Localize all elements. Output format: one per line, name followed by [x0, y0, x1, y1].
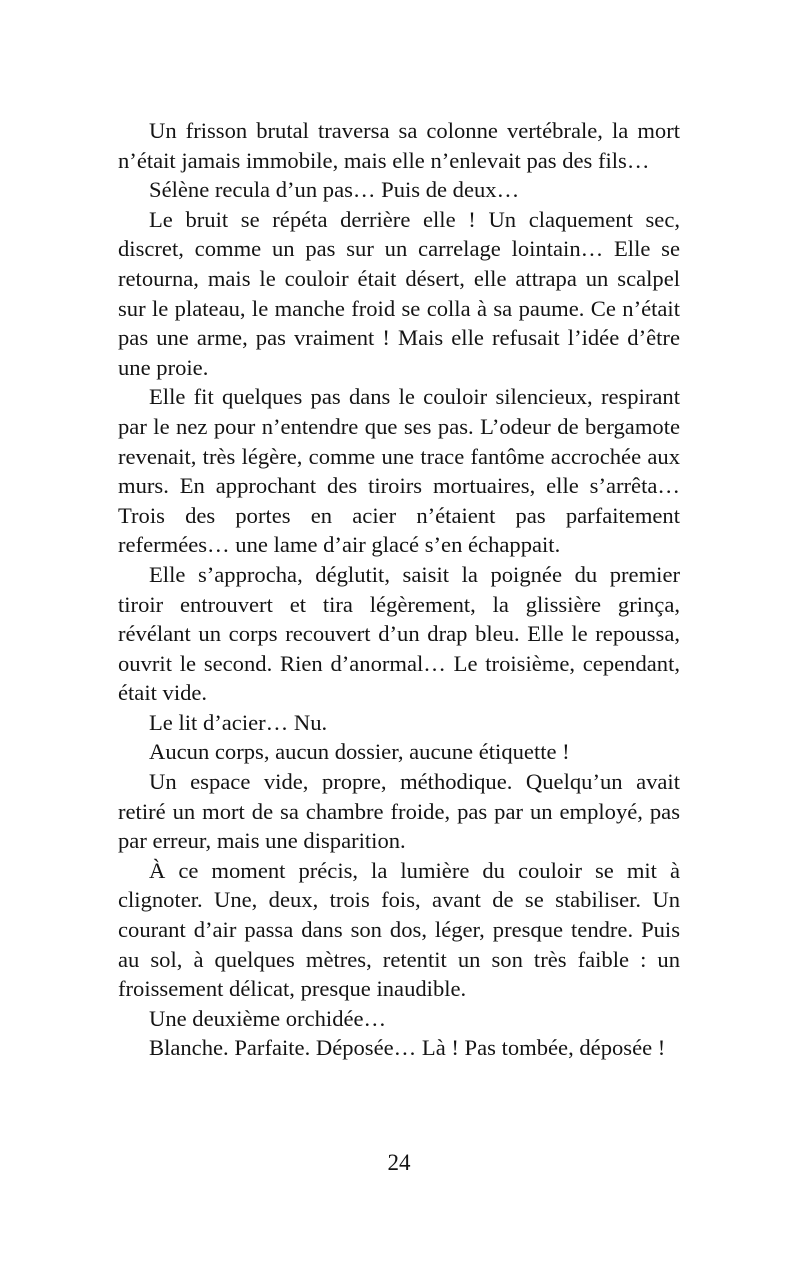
paragraph: Un espace vide, propre, méthodique. Quelqu’un avait retiré un mort de sa chambre froide, pas par un employé, pas par erreur, mais une disparition.: [118, 769, 680, 854]
paragraph: Le bruit se répéta derrière elle ! Un claquement sec, discret, comme un pas sur un carrelage lointain… Elle se retourna, mais le couloir était désert, elle attrapa un scalpel sur le plateau, le manche froid se colla à sa paume. Ce n’était pas une arme, pas vraiment ! Mais elle refusait l’idée d’être une proie.: [118, 206, 680, 380]
paragraph: Le lit d’acier… Nu.: [149, 709, 328, 735]
paragraph: Sélène recula d’un pas… Puis de deux…: [149, 177, 520, 203]
paragraph: Une deuxième orchidée…: [149, 1005, 387, 1031]
body-text: [118, 116, 680, 1063]
paragraph: Elle s’approcha, déglutit, saisit la poignée du premier tiroir entrouvert et tira légèrement, la glissière grinça, révélant un corps recouvert d’un drap bleu. Elle le repoussa, ouvrit le second. Rien d’anormal… Le troisième, cependant, était vide.: [118, 561, 680, 706]
paragraph: Blanche. Parfaite. Déposée… Là ! Pas tombée, déposée !: [149, 1035, 666, 1061]
page-number: 24: [387, 1150, 411, 1175]
paragraph: Aucun corps, aucun dossier, aucune étiquette !: [149, 739, 570, 765]
paragraph: Un frisson brutal traversa sa colonne vertébrale, la mort n’était jamais immobile, mais elle n’enlevait pas des fils…: [118, 118, 680, 173]
paragraph: Elle fit quelques pas dans le couloir silencieux, respirant par le nez pour n’entendre que ses pas. L’odeur de bergamote revenait, très légère, comme une trace fantôme accrochée aux murs. En approchant des tiroirs mortuaires, elle s’arrêta… Trois des portes en acier n’étaient pas parfaitement refermées… une lame d’air glacé s’en échappait.: [118, 384, 680, 558]
paragraph: À ce moment précis, la lumière du couloir se mit à clignoter. Une, deux, trois fois, avant de se stabiliser. Un courant d’air passa dans son dos, léger, presque tendre. Puis au sol, à quelques mètres, retentit un son très faible : un froissement délicat, presque inaudible.: [118, 857, 680, 1002]
